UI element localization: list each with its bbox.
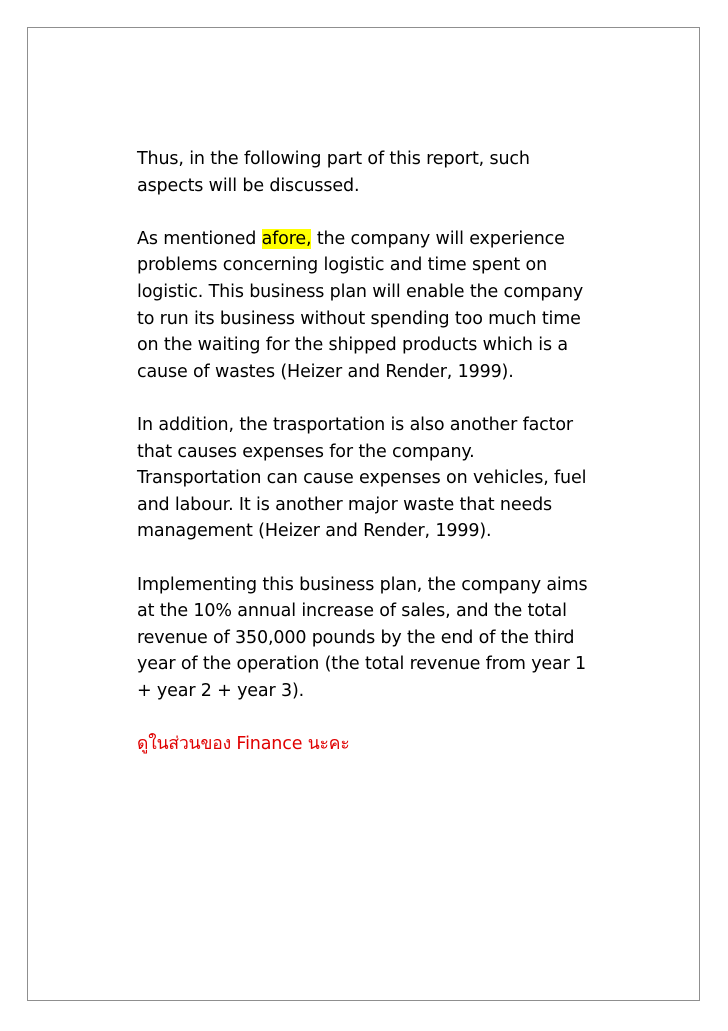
page-body: [137, 146, 657, 784]
note-text: ดูในส่วนของ Finance นะคะ: [137, 734, 350, 755]
text-segment: the company will experience: [311, 228, 565, 249]
finance-note: [137, 731, 657, 758]
text-line: revenue of 350,000 pounds by the end of the third: [137, 627, 575, 648]
text-line-with-highlight: [137, 226, 657, 253]
text-line: year of the operation (the total revenue from year 1: [137, 654, 587, 675]
document-page: [27, 27, 700, 1001]
text-line: that causes expenses for the company.: [137, 441, 475, 462]
text-line: problems concerning logistic and time spent on: [137, 255, 548, 276]
text-line: logistic. This business plan will enable the company: [137, 281, 584, 302]
text-line: Transportation can cause expenses on vehicles, fuel: [137, 468, 587, 489]
highlighted-word: afore,: [261, 228, 312, 249]
text-line: on the waiting for the shipped products which is a: [137, 335, 568, 356]
text-line: and labour. It is another major waste that needs: [137, 494, 553, 515]
paragraph-logistics: [137, 226, 657, 386]
text-line: + year 2 + year 3).: [137, 680, 305, 701]
text-line: Implementing this business plan, the company aims: [137, 574, 588, 595]
paragraph-goals: [137, 572, 657, 705]
text-line: cause of wastes (Heizer and Render, 1999).: [137, 361, 514, 382]
paragraph-transportation: [137, 412, 657, 545]
paragraph-intro: [137, 146, 657, 199]
text-line: to run its business without spending too much time: [137, 308, 581, 329]
text-line: aspects will be discussed.: [137, 175, 360, 196]
text-segment: As mentioned: [137, 228, 262, 249]
text-line: Thus, in the following part of this report, such: [137, 149, 530, 169]
text-line: at the 10% annual increase of sales, and the total: [137, 601, 567, 622]
text-line: In addition, the trasportation is also another factor: [137, 414, 573, 435]
text-line: management (Heizer and Render, 1999).: [137, 521, 492, 542]
